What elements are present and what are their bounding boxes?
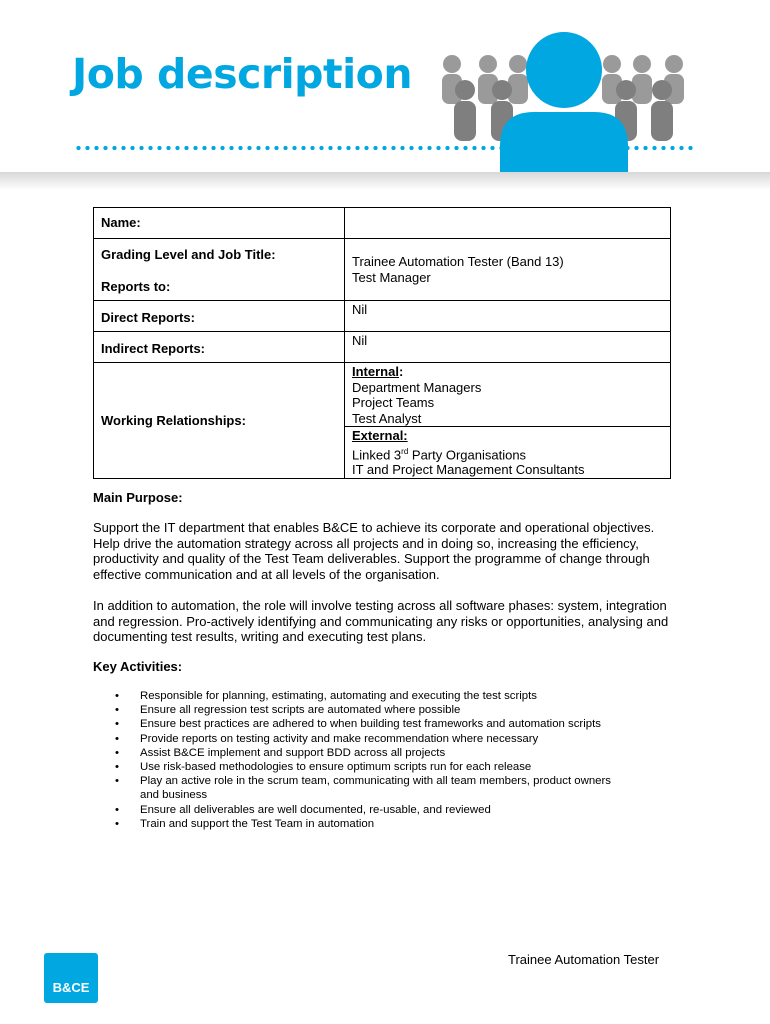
main-purpose-heading: Main Purpose: [93,490,183,505]
bullet-icon: • [115,746,119,759]
grade-reports-labels-cell [94,239,345,301]
grade-value-cell [345,239,671,270]
list-item [93,746,693,760]
activity-text: Ensure all regression test scripts are automated where possible [140,704,461,717]
main-purpose-paragraph: Support the IT department that enables B&CE to achieve its corporate and operational objectives. Help drive the automation strategy across all projects and in doing so, increasing the efficiency, productivity and quality of the Test Team deliverables. Support the programme of change through effective communication and at all levels of the organisation. [93,520,655,582]
list-item [93,732,693,746]
bullet-icon: • [115,775,119,788]
external-cell [345,427,671,479]
internal-item: Project Teams [352,395,435,410]
list-item [93,717,693,731]
bce-logo [44,953,98,1003]
internal-item: Department Managers [352,379,482,395]
grade-label: Grading Level and Job Title: [101,247,276,262]
external-item [352,444,663,463]
list-item [93,760,693,774]
bullet-icon: • [115,761,119,774]
internal-item: Test Analyst [352,410,422,426]
key-activities-heading: Key Activities: [93,659,183,674]
name-label: Name: [94,208,345,239]
internal-heading: Internal [352,364,399,379]
working-label: Working Relationships: [94,363,345,479]
list-item [93,817,693,831]
indirect-label: Indirect Reports: [94,332,345,363]
grade-value: Trainee Automation Tester (Band 13) [352,254,564,269]
header-band [0,172,770,190]
activity-text: Responsible for planning, estimating, automating and executing the test scripts [140,690,538,702]
footer-job-title: Trainee Automation Tester [508,952,660,967]
activity-text: Ensure all deliverables are well documented, re-usable, and reviewed [140,803,491,816]
list-item [93,803,693,817]
activity-text: Train and support the Test Team in automation [140,817,375,830]
bullet-icon: • [115,718,119,731]
list-item [93,774,693,802]
name-value [345,208,671,239]
list-item [93,689,693,703]
bullet-icon: • [115,704,119,717]
bullet-icon: • [115,732,119,745]
activity-text: Provide reports on testing activity and make recommendation where necessary [140,732,539,745]
key-activities-list [93,689,693,831]
direct-value: Nil [345,301,671,332]
internal-colon: : [398,364,404,379]
job-info-table [93,207,671,479]
bullet-icon: • [115,817,119,830]
main-purpose-paragraph-2: In addition to automation, the role will involve testing across all software phases: system, integration and regression. Pro-actively identifying and communicating any risks or opportunities, analysing and documenting test results, writing and executing test plans. [93,598,669,645]
internal-cell [345,363,671,427]
page-title: Job description [72,50,413,98]
reports-label: Reports to: [101,278,171,294]
external-item: IT and Project Management Consultants [352,462,585,478]
external-item-text: Party Organisations [408,446,527,462]
bullet-icon: • [115,690,119,702]
indirect-value: Nil [345,332,671,363]
activity-text: Assist B&CE implement and support BDD across all projects [140,746,446,759]
ordinal-suffix: rd [401,446,409,456]
external-heading: External: [352,428,408,443]
logo-text: B&CE [52,980,90,995]
reports-value: Test Manager [345,270,671,301]
external-item-text: Linked 3 [352,446,402,462]
activity-text: Use risk-based methodologies to ensure optimum scripts run for each release [140,761,532,774]
bullet-icon: • [115,803,119,816]
dotted-divider [74,144,696,152]
activity-text: Play an active role in the scrum team, communicating with all team members, product owners and business [140,775,612,802]
people-group-icon [430,28,700,178]
direct-label: Direct Reports: [94,301,345,332]
activity-text: Ensure best practices are adhered to when building test frameworks and automation scripts [140,718,601,731]
list-item [93,703,693,717]
